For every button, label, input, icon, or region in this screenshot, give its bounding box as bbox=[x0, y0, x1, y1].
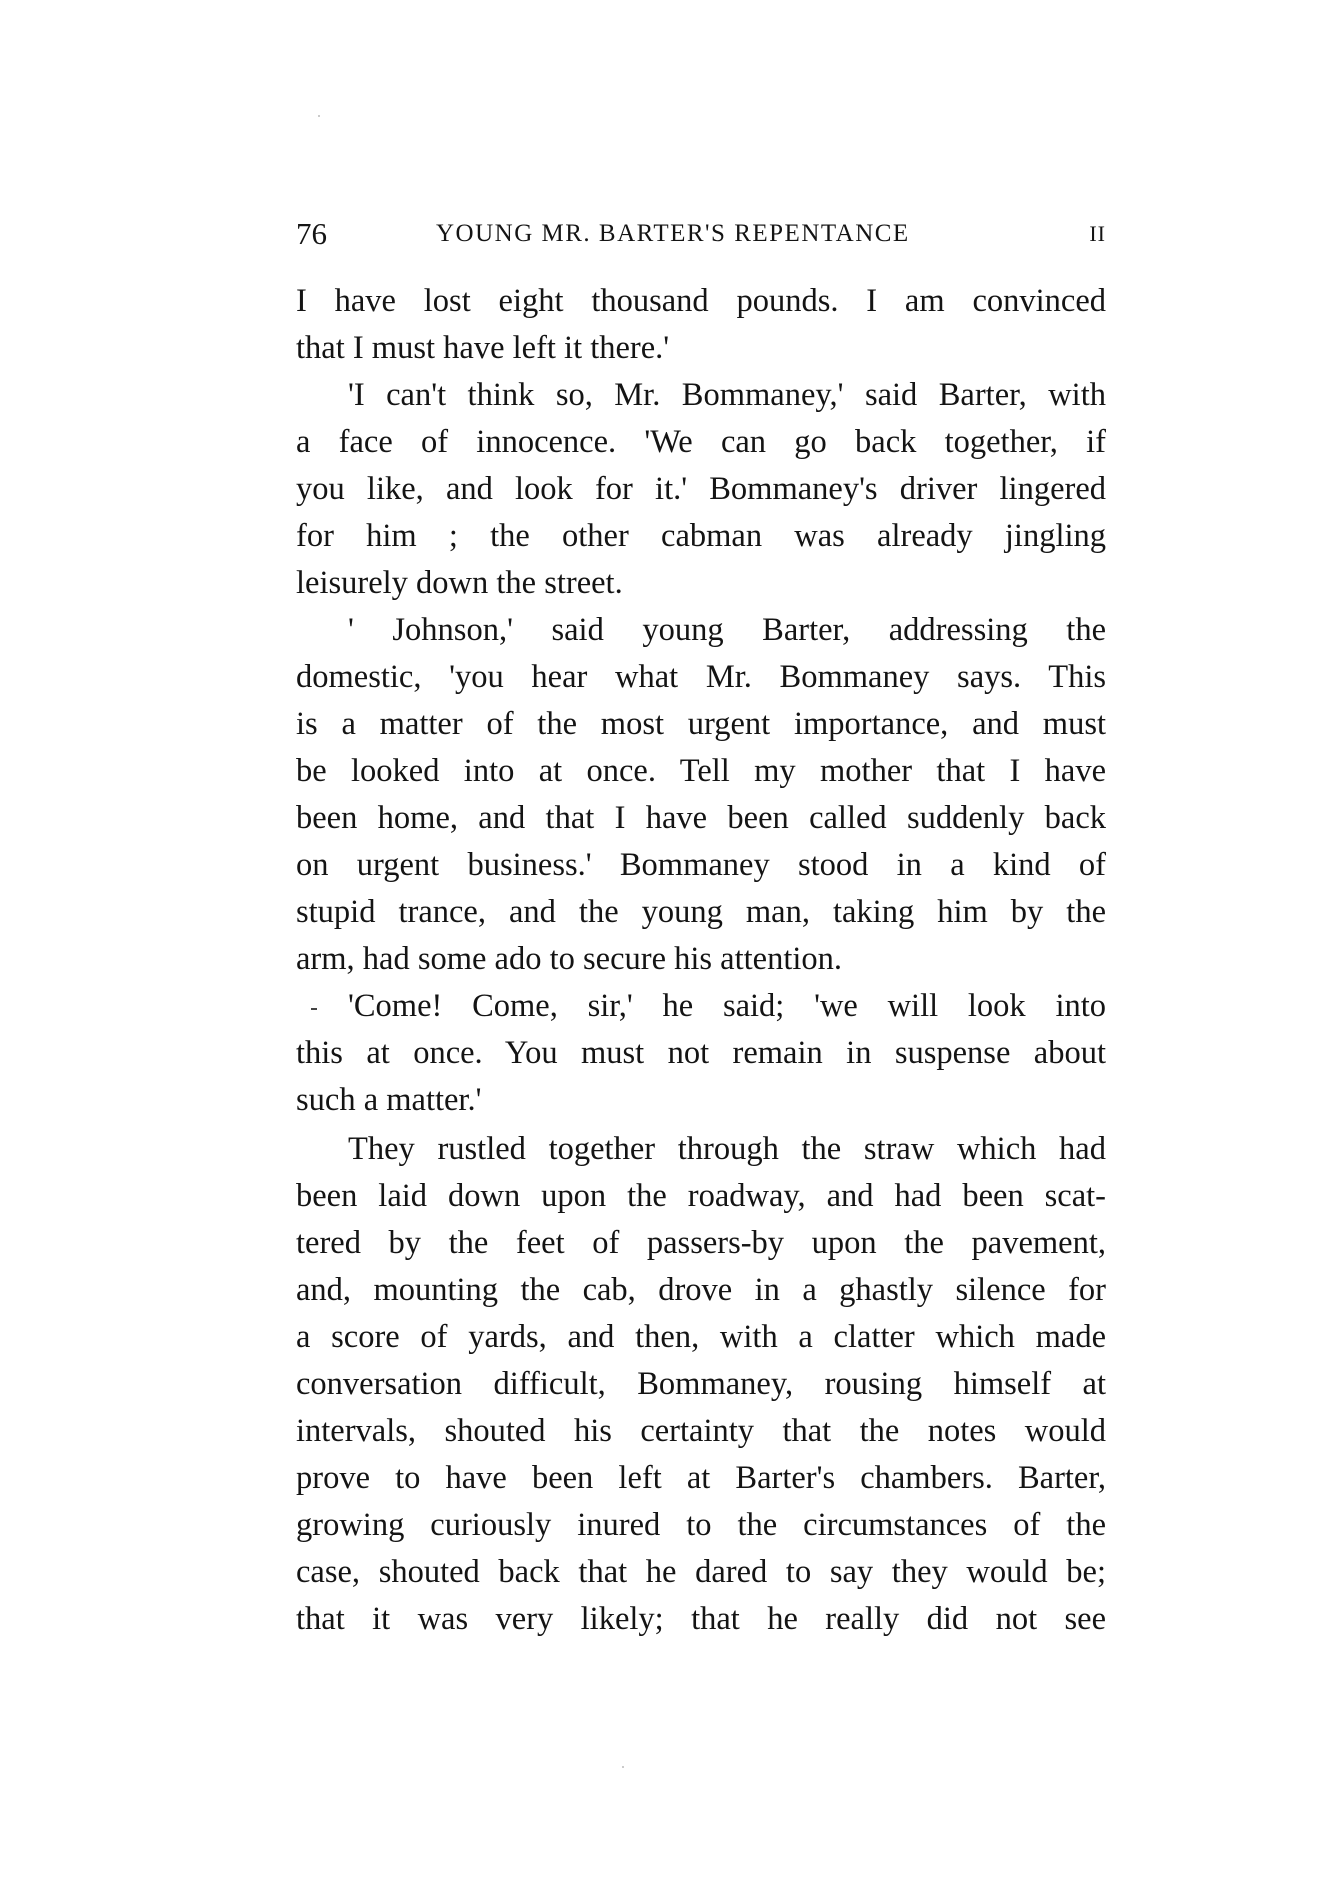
text-line: that it was very likely; that he really did not see bbox=[296, 1601, 1106, 1637]
running-header bbox=[296, 214, 1106, 254]
running-title: YOUNG MR. BARTER'S REPENTANCE bbox=[436, 220, 910, 247]
text-line: been home, and that I have been called suddenly back bbox=[296, 800, 1106, 836]
text-line: such a matter.' bbox=[296, 1082, 482, 1118]
text-line: tered by the feet of passers-by upon the pavement, bbox=[296, 1225, 1106, 1261]
text-line: They rustled together through the straw which had bbox=[348, 1131, 1106, 1167]
chapter-numeral: II bbox=[1089, 221, 1106, 246]
text-line: I have lost eight thousand pounds. I am convinced bbox=[296, 283, 1106, 319]
page-number: 76 bbox=[296, 216, 327, 251]
text-line: you like, and look for it.' Bommaney's driver lingered bbox=[296, 471, 1106, 507]
text-line: for him ; the other cabman was already jingling bbox=[296, 518, 1106, 554]
text-line: that I must have left it there.' bbox=[296, 330, 670, 366]
text-line: been laid down upon the roadway, and had been scat- bbox=[296, 1178, 1106, 1214]
text-line: intervals, shouted his certainty that the notes would bbox=[296, 1413, 1106, 1449]
text-line: is a matter of the most urgent importance, and must bbox=[296, 706, 1106, 742]
text-line: be looked into at once. Tell my mother that I have bbox=[296, 753, 1106, 789]
text-line: leisurely down the street. bbox=[296, 565, 623, 601]
body-text bbox=[296, 278, 1106, 1643]
text-line: prove to have been left at Barter's chambers. Barter, bbox=[296, 1460, 1106, 1496]
text-line: arm, had some ado to secure his attention. bbox=[296, 941, 843, 977]
text-line: this at once. You must not remain in suspense about bbox=[296, 1035, 1106, 1071]
text-line: stupid trance, and the young man, taking him by the bbox=[296, 894, 1106, 930]
text-line: conversation difficult, Bommaney, rousing himself at bbox=[296, 1366, 1106, 1402]
text-line: a face of innocence. 'We can go back together, if bbox=[296, 424, 1106, 460]
paper-speck bbox=[622, 1766, 624, 1768]
text-line: 'Come! Come, sir,' he said; 'we will look into bbox=[348, 988, 1106, 1024]
text-line: a score of yards, and then, with a clatter which made bbox=[296, 1319, 1106, 1355]
text-line: and, mounting the cab, drove in a ghastly silence for bbox=[296, 1272, 1106, 1308]
text-line: ' Johnson,' said young Barter, addressing the bbox=[348, 612, 1106, 648]
text-line: on urgent business.' Bommaney stood in a kind of bbox=[296, 847, 1106, 883]
ink-mark bbox=[311, 1008, 317, 1010]
paper-speck bbox=[318, 115, 320, 117]
text-line: growing curiously inured to the circumstances of the bbox=[296, 1507, 1106, 1543]
text-line: 'I can't think so, Mr. Bommaney,' said Barter, with bbox=[348, 377, 1106, 413]
text-line: case, shouted back that he dared to say they would be; bbox=[296, 1554, 1106, 1590]
text-line: domestic, 'you hear what Mr. Bommaney says. This bbox=[296, 659, 1106, 695]
